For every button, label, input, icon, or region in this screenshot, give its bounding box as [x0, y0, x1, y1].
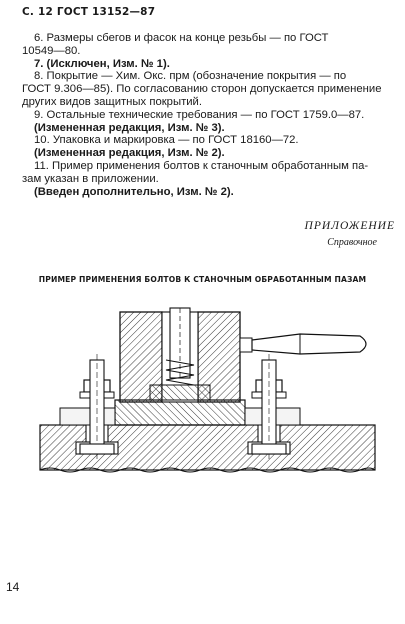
appendix-subtitle: Справочное	[327, 237, 377, 248]
para-9-line-1: 9. Остальные технические требования — по ГОСТ 1759.0—87.	[34, 108, 365, 121]
para-8-line-2: ГОСТ 9.306—85). По согласованию сторон допускается применение	[22, 83, 382, 96]
lever-handle	[240, 334, 366, 354]
para-7: 7. (Исключен, Изм. № 1).	[34, 57, 170, 70]
para-11-amendment: (Введен дополнительно, Изм. № 2).	[34, 185, 234, 198]
appendix-block	[305, 220, 395, 248]
para-10-line-1: 10. Упаковка и маркировка — по ГОСТ 18160—72.	[34, 134, 299, 147]
requirements-text	[22, 32, 398, 198]
bolt-fixture-drawing	[0, 290, 405, 490]
para-8-line-1: 8. Покрытие — Хим. Окс. прм (обозначение покрытия — по	[34, 70, 347, 83]
para-6-line-1: 6. Размеры сбегов и фасок на конце резьбы — по ГОСТ	[34, 32, 329, 44]
page-header: С. 12 ГОСТ 13152—87	[22, 6, 156, 18]
para-6-line-2: 10549—80.	[22, 44, 81, 57]
appendix-title: ПРИЛОЖЕНИЕ	[304, 220, 395, 232]
page-number: 14	[6, 580, 20, 594]
para-8-line-3: других видов защитных покрытий.	[22, 95, 203, 108]
fixture-body	[120, 308, 240, 402]
para-9-amendment: (Измененная редакция, Изм. № 3).	[34, 121, 225, 134]
right-bolt	[252, 354, 286, 460]
figure-title: ПРИМЕР ПРИМЕНЕНИЯ БОЛТОВ К СТАНОЧНЫМ ОБРАБОТАННЫМ ПАЗАМ	[38, 275, 367, 284]
para-10-amendment: (Измененная редакция, Изм. № 2).	[34, 147, 225, 160]
para-11-line-2: зам указан в приложении.	[22, 172, 159, 185]
left-bolt	[80, 354, 114, 460]
para-11-line-1: 11. Пример применения болтов к станочным обработанным па-	[34, 159, 369, 172]
